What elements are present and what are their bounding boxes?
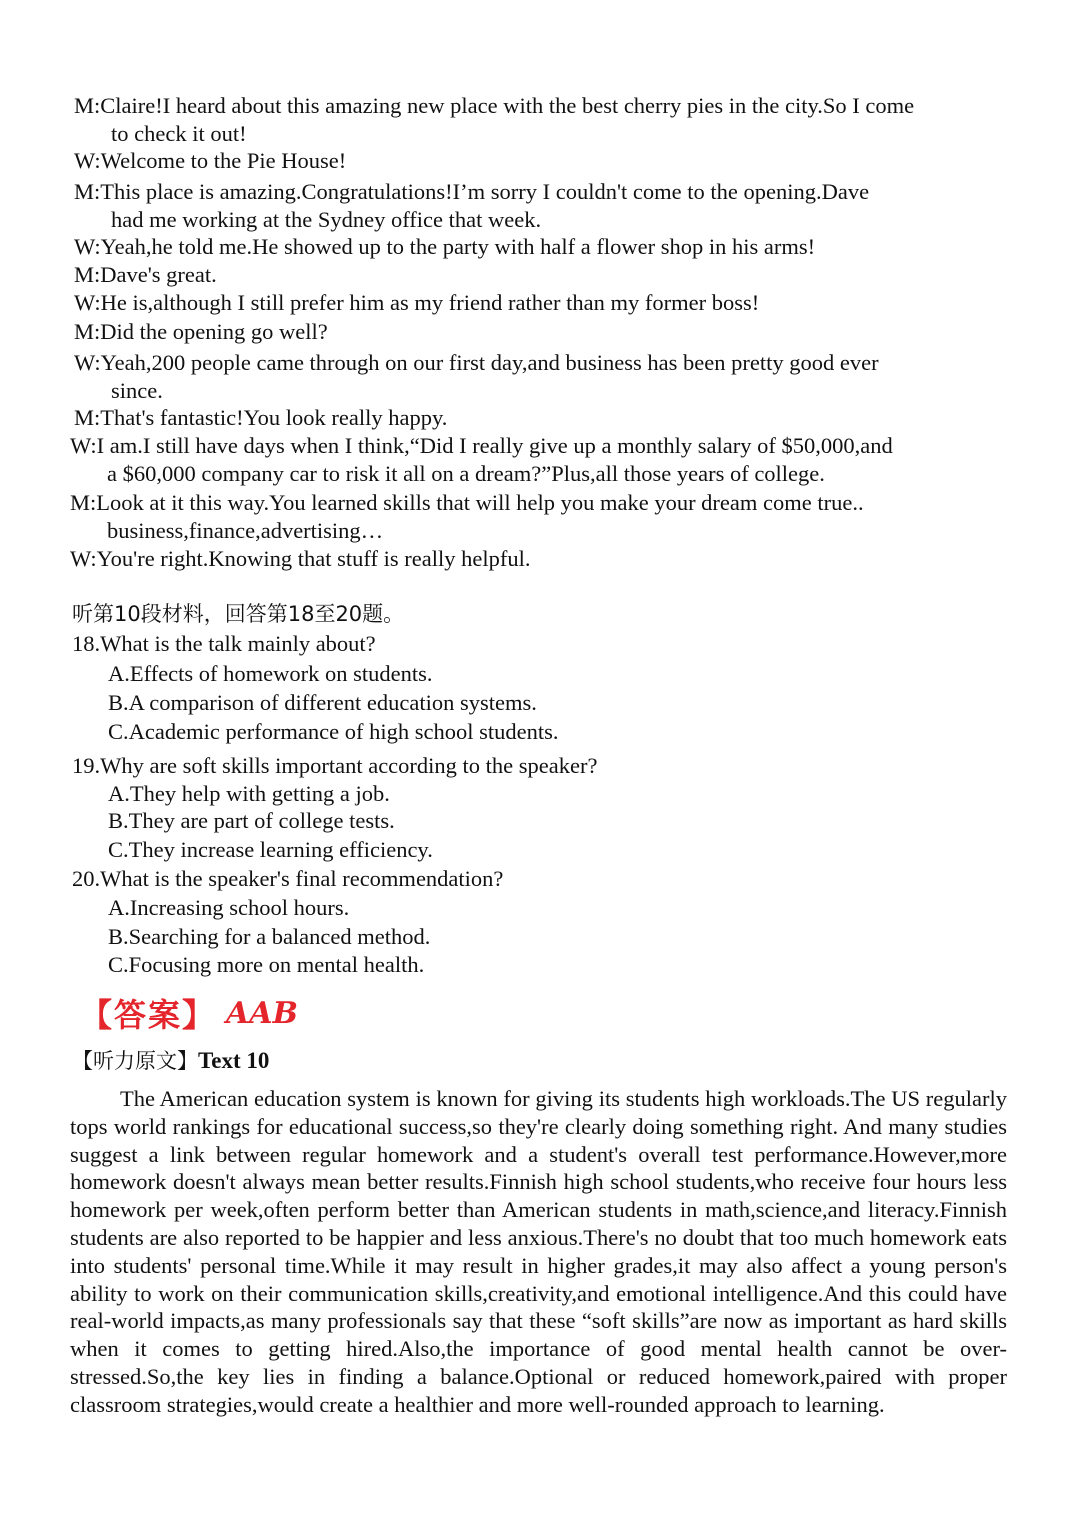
question-option: A.Effects of homework on students.	[108, 661, 433, 686]
transcript-title: Text 10	[198, 1048, 270, 1073]
dialogue-line: M:That's fantastic!You look really happy.	[74, 405, 448, 430]
question-stem: 19.Why are soft skills important according to the speaker?	[72, 753, 598, 778]
question-option: A.Increasing school hours.	[108, 895, 350, 920]
dialogue-line: W:I am.I still have days when I think,“Did I really give up a monthly salary of $50,000,and a $60,000 company car to risk it all on a dream?”Plus,all those years of college.	[70, 433, 893, 486]
question-stem: 18.What is the talk mainly about?	[72, 631, 376, 656]
dialogue-line: M:Dave's great.	[74, 262, 217, 287]
transcript-paragraph: The American education system is known for giving its students high workloads.The US regularly tops world rankings for educational success,so they're clearly doing something right. And many studies suggest a link between regular homework and a student's overall test performance.However,more homework doesn't always mean better results.Finnish high school students,who receive four hours less homework per week,often perform better than American students in math,science,and literacy.Finnish students are also reported to be happier and less anxious.There's no doubt that too much homework eats into students' personal time.While it may result in higher grades,it may also affect a young person's ability to work on their communication skills,creativity,and emotional intelligence.And this could have real-world impacts,as many professionals say that these “soft skills”are now as important as hard skills when it comes to getting hired.Also,the importance of good mental health cannot be over-stressed.So,the key lies in finding a balance.Optional or reduced homework,paired with proper classroom strategies,would create a healthier and more well-rounded approach to learning.	[70, 1086, 1007, 1417]
dialogue-line: W:Welcome to the Pie House!	[74, 148, 347, 173]
dialogue-line: W:Yeah,he told me.He showed up to the party with half a flower shop in his arms!	[74, 234, 816, 259]
answer-label: 【答案】	[80, 996, 217, 1034]
dialogue-line: W:You're right.Knowing that stuff is really helpful.	[70, 546, 531, 571]
answer-value: AAB	[226, 995, 298, 1031]
transcript-label: 【听力原文】	[72, 1049, 198, 1073]
question-option: C.Academic performance of high school students.	[108, 719, 559, 744]
dialogue-line: M:Look at it this way.You learned skills that will help you make your dream come true.. business,finance,advertising…	[70, 490, 864, 543]
dialogue-line: W:He is,although I still prefer him as my friend rather than my former boss!	[74, 290, 760, 315]
question-option: A.They help with getting a job.	[108, 781, 390, 806]
answer-block	[80, 990, 298, 1036]
question-option: B.They are part of college tests.	[108, 808, 395, 833]
dialogue-line: M:Claire!I heard about this amazing new place with the best cherry pies in the city.So I come to check it out!	[74, 93, 915, 146]
dialogue-line: M:Did the opening go well?	[74, 319, 328, 344]
question-option: B.A comparison of different education systems.	[108, 690, 537, 715]
question-option: B.Searching for a balanced method.	[108, 924, 431, 949]
dialogue-line: W:Yeah,200 people came through on our first day,and business has been pretty good ever since.	[74, 350, 879, 403]
question-option: C.They increase learning efficiency.	[108, 837, 433, 862]
transcript-heading	[72, 1046, 269, 1076]
section-heading: 听第10段材料，回答第18至20题。	[72, 602, 405, 626]
dialogue-line: M:This place is amazing.Congratulations!I’m sorry I couldn't come to the opening.Dave had me working at the Sydney office that week.	[74, 179, 870, 232]
question-option: C.Focusing more on mental health.	[108, 952, 425, 977]
question-stem: 20.What is the speaker's final recommendation?	[72, 866, 504, 891]
